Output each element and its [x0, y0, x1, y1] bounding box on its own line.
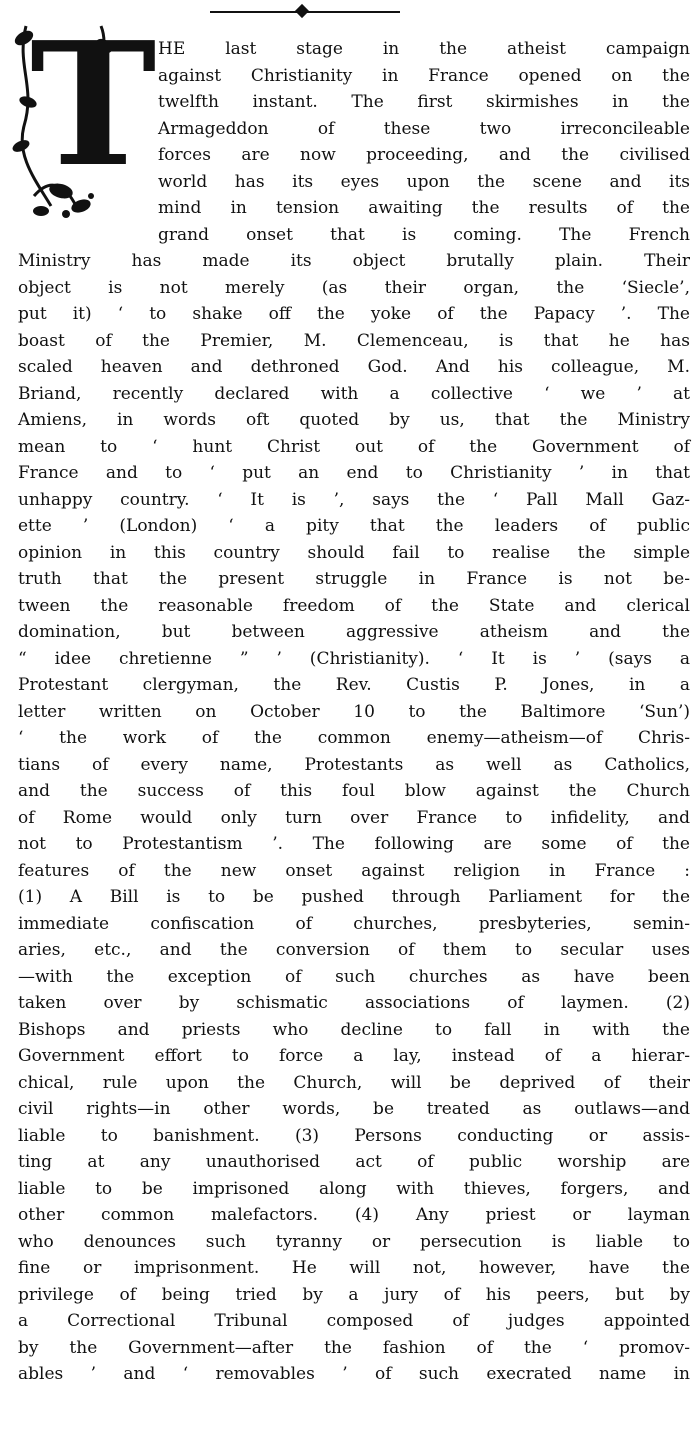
text-line: world has its eyes upon the scene and its	[158, 171, 690, 192]
text-line: by the Government—after the fashion of the ‘ promov-	[18, 1337, 690, 1358]
divider-diamond-icon	[295, 4, 309, 18]
text-line: France and to ‘ put an end to Christianity ’ in that	[18, 463, 690, 483]
text-line: not to Protestantism ’. The following are some of the	[18, 834, 690, 854]
text-line: taken over by schismatic associations of laymen. (2)	[18, 993, 690, 1013]
text-line: Armageddon of these two irreconcileable	[158, 118, 690, 139]
text-line: against Christianity in France opened on the	[158, 65, 690, 86]
text-line: Protestant clergyman, the Rev. Custis P. Jones, in a	[18, 675, 690, 695]
text-line: civil rights—in other words, be treated as outlaws—and	[18, 1099, 690, 1119]
text-line: “ idee chretienne ” ’ (Christianity). ‘ It is ’ (says a	[18, 648, 690, 669]
text-line: HE last stage in the atheist campaign	[158, 39, 690, 59]
text-line: object is not merely (as their organ, the ‘Siecle’,	[18, 277, 690, 298]
article-body	[0, 36, 700, 1388]
text-line: other common malefactors. (4) Any priest or layman	[18, 1205, 690, 1225]
text-line: Ministry has made its object brutally plain. Their	[18, 251, 690, 271]
text-line: truth that the present struggle in France is not be-	[18, 569, 690, 589]
text-line: aries, etc., and the conversion of them to secular uses	[18, 940, 690, 960]
text-line: liable to banishment. (3) Persons conducting or assis-	[18, 1125, 690, 1146]
text-line: mean to ‘ hunt Christ out of the Government of	[18, 436, 690, 457]
text-line: letter written on October 10 to the Baltimore ‘Sun’)	[18, 701, 690, 722]
text-line: fine or imprisonment. He will not, however, have the	[18, 1258, 690, 1278]
text-line: (1) A Bill is to be pushed through Parliament for the	[18, 887, 690, 907]
text-line: boast of the Premier, M. Clemenceau, is that he has	[18, 330, 690, 351]
text-line: —with the exception of such churches as have been	[18, 966, 690, 987]
text-line: liable to be imprisoned along with thieves, forgers, and	[18, 1178, 690, 1199]
text-line: Amiens, in words oft quoted by us, that the Ministry	[18, 410, 690, 430]
text-line: forces are now proceeding, and the civilised	[158, 145, 690, 165]
text-line: ette ’ (London) ‘ a pity that the leaders of public	[18, 516, 690, 536]
text-line: who denounces such tyranny or persecution is liable to	[18, 1231, 690, 1252]
text-line: chical, rule upon the Church, will be deprived of their	[18, 1072, 690, 1093]
text-line: tween the reasonable freedom of the State and clerical	[18, 595, 690, 616]
text-line: features of the new onset against religion in France :	[18, 860, 690, 881]
text-line: immediate confiscation of churches, presbyteries, semin-	[18, 913, 690, 934]
text-line: tians of every name, Protestants as well as Catholics,	[18, 754, 690, 775]
text-line: Government effort to force a lay, instead of a hierar-	[18, 1046, 690, 1066]
text-line: unhappy country. ‘ It is ’, says the ‘ Pall Mall Gaz-	[18, 489, 690, 510]
text-line: ables ’ and ‘ removables ’ of such execrated name in	[18, 1364, 690, 1384]
text-line: Bishops and priests who decline to fall in with the	[18, 1019, 690, 1040]
text-line: scaled heaven and dethroned God. And his colleague, M.	[18, 357, 690, 377]
text-line: of Rome would only turn over France to infidelity, and	[18, 807, 690, 828]
text-line: twelfth instant. The first skirmishes in the	[158, 92, 690, 112]
article-paragraph	[0, 36, 700, 1388]
text-line: ting at any unauthorised act of public worship are	[18, 1152, 690, 1172]
text-line: and the success of this foul blow against the Church	[18, 781, 690, 801]
text-line: grand onset that is coming. The French	[158, 224, 690, 245]
text-line: a Correctional Tribunal composed of judges appointed	[18, 1311, 690, 1331]
text-line: Briand, recently declared with a collective ‘ we ’ at	[18, 383, 690, 404]
text-line: domination, but between aggressive atheism and the	[18, 622, 690, 642]
text-line: ‘ the work of the common enemy—atheism—of Chris-	[18, 728, 690, 748]
text-line: put it) ‘ to shake off the yoke of the Papacy ’. The	[18, 304, 690, 324]
text-line: privilege of being tried by a jury of his peers, but by	[18, 1284, 690, 1305]
text-line: mind in tension awaiting the results of the	[158, 198, 690, 218]
drop-cap-letter: T	[30, 5, 157, 205]
text-line: opinion in this country should fail to realise the simple	[18, 542, 690, 563]
